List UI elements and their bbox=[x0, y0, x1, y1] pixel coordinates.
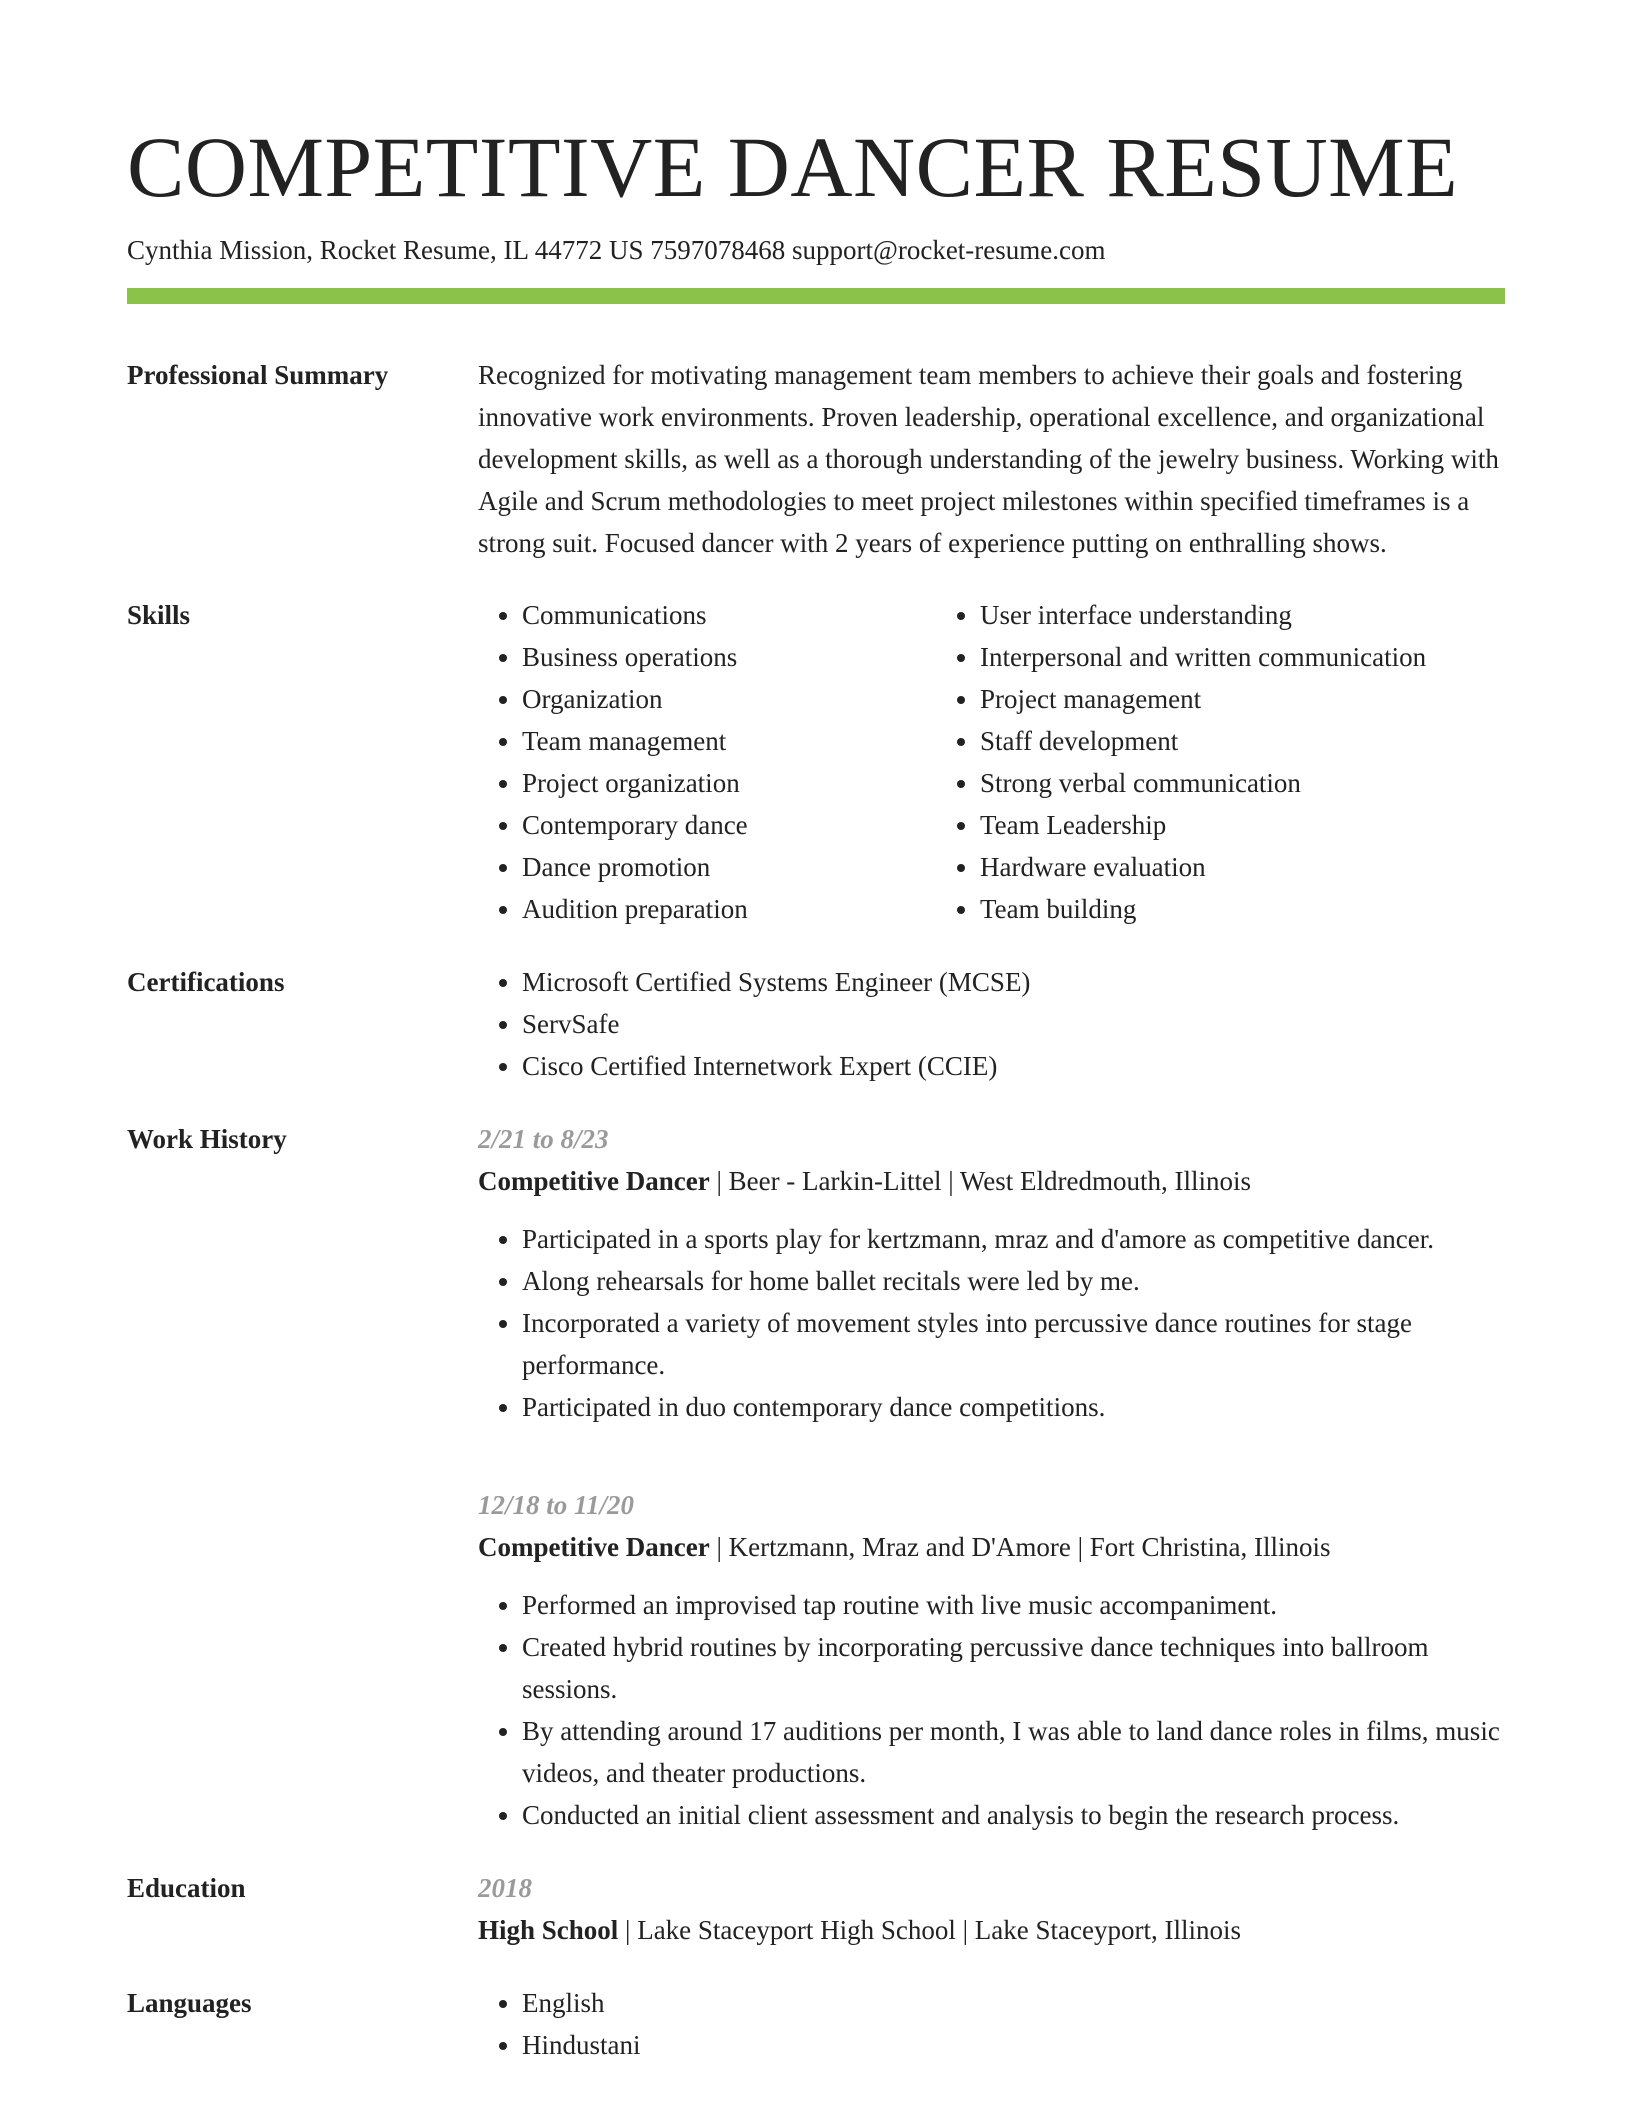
job-heading bbox=[478, 1526, 1505, 1568]
skill-item: • Project organization bbox=[522, 762, 936, 804]
job-details: | Beer - Larkin-Littel | West Eldredmouth, Illinois bbox=[709, 1165, 1251, 1196]
skills-list-left bbox=[478, 594, 936, 930]
education-degree: High School bbox=[478, 1914, 619, 1945]
section-label-certifications: Certifications bbox=[127, 966, 285, 997]
skill-item: • User interface understanding bbox=[980, 594, 1426, 636]
certification-item: • Microsoft Certified Systems Engineer (MCSE) bbox=[522, 961, 1505, 1003]
certification-item: • ServSafe bbox=[522, 1003, 1505, 1045]
education-date: 2018 bbox=[478, 1872, 532, 1903]
skill-item: • Hardware evaluation bbox=[980, 846, 1426, 888]
job-bullet: • Created hybrid routines by incorporating percussive dance techniques into ballroom sessions. bbox=[522, 1626, 1505, 1710]
job-bullet: • Participated in a sports play for kertzmann, mraz and d'amore as competitive dancer. bbox=[522, 1218, 1505, 1260]
summary-text: Recognized for motivating management team members to achieve their goals and fostering innovative work environments. Proven leadership, operational excellence, and organizational development skills, as well as a thorough understanding of the jewelry business. Working with Agile and Scrum methodologies to meet project milestones within specified timeframes is a strong suit. Focused dancer with 2 years of experience putting on enthralling shows. bbox=[478, 359, 1499, 558]
job-bullet: • Incorporated a variety of movement styles into percussive dance routines for stage performance. bbox=[522, 1302, 1505, 1386]
skill-item: • Contemporary dance bbox=[522, 804, 936, 846]
skills-section bbox=[127, 594, 1505, 930]
job-entry bbox=[478, 1484, 1505, 1836]
job-dates: 2/21 to 8/23 bbox=[478, 1123, 609, 1154]
job-details: | Kertzmann, Mraz and D'Amore | Fort Christina, Illinois bbox=[709, 1531, 1331, 1562]
job-bullets bbox=[478, 1218, 1505, 1428]
skills-list-right bbox=[936, 594, 1426, 930]
skill-item: • Strong verbal communication bbox=[980, 762, 1426, 804]
education-details: | Lake Staceyport High School | Lake Staceyport, Illinois bbox=[618, 1914, 1241, 1945]
certifications-list bbox=[478, 961, 1505, 1087]
languages-section bbox=[127, 1982, 1505, 2066]
skill-item: • Team Leadership bbox=[980, 804, 1426, 846]
job-heading bbox=[478, 1160, 1505, 1202]
skill-item: • Interpersonal and written communication bbox=[980, 636, 1426, 678]
summary-section bbox=[127, 354, 1505, 564]
language-item: • Hindustani bbox=[522, 2024, 1505, 2066]
header-divider bbox=[127, 288, 1505, 304]
certifications-section bbox=[127, 961, 1505, 1087]
job-bullet: • Conducted an initial client assessment and analysis to begin the research process. bbox=[522, 1794, 1505, 1836]
job-bullet: • By attending around 17 auditions per month, I was able to land dance roles in films, music videos, and theater productions. bbox=[522, 1710, 1505, 1794]
certification-item: • Cisco Certified Internetwork Expert (CCIE) bbox=[522, 1045, 1505, 1087]
skill-item: • Audition preparation bbox=[522, 888, 936, 930]
skill-item: • Team management bbox=[522, 720, 936, 762]
job-dates: 12/18 to 11/20 bbox=[478, 1489, 635, 1520]
work-history-section bbox=[127, 1118, 1505, 1836]
skill-item: • Organization bbox=[522, 678, 936, 720]
section-label-work-history: Work History bbox=[127, 1123, 287, 1154]
education-section bbox=[127, 1867, 1505, 1951]
section-label-education: Education bbox=[127, 1872, 246, 1903]
job-bullet: • Participated in duo contemporary dance competitions. bbox=[522, 1386, 1505, 1428]
job-title: Competitive Dancer bbox=[478, 1165, 710, 1196]
skill-item: • Business operations bbox=[522, 636, 936, 678]
education-heading bbox=[478, 1909, 1505, 1951]
language-item: • English bbox=[522, 1982, 1505, 2024]
skill-item: • Communications bbox=[522, 594, 936, 636]
section-label-summary: Professional Summary bbox=[127, 359, 389, 390]
job-bullets bbox=[478, 1584, 1505, 1836]
languages-list bbox=[478, 1982, 1505, 2066]
contact-info: Cynthia Mission, Rocket Resume, IL 44772 US 7597078468 support@rocket-resume.com bbox=[127, 234, 1106, 265]
skill-item: • Project management bbox=[980, 678, 1426, 720]
job-entry bbox=[478, 1118, 1505, 1428]
job-bullet: • Performed an improvised tap routine with live music accompaniment. bbox=[522, 1584, 1505, 1626]
skill-item: • Team building bbox=[980, 888, 1426, 930]
section-label-skills: Skills bbox=[127, 599, 191, 630]
section-label-languages: Languages bbox=[127, 1987, 252, 2018]
job-bullet: • Along rehearsals for home ballet recitals were led by me. bbox=[522, 1260, 1505, 1302]
job-title: Competitive Dancer bbox=[478, 1531, 710, 1562]
skill-item: • Dance promotion bbox=[522, 846, 936, 888]
skill-item: • Staff development bbox=[980, 720, 1426, 762]
resume-title: COMPETITIVE DANCER RESUME bbox=[127, 119, 1459, 215]
